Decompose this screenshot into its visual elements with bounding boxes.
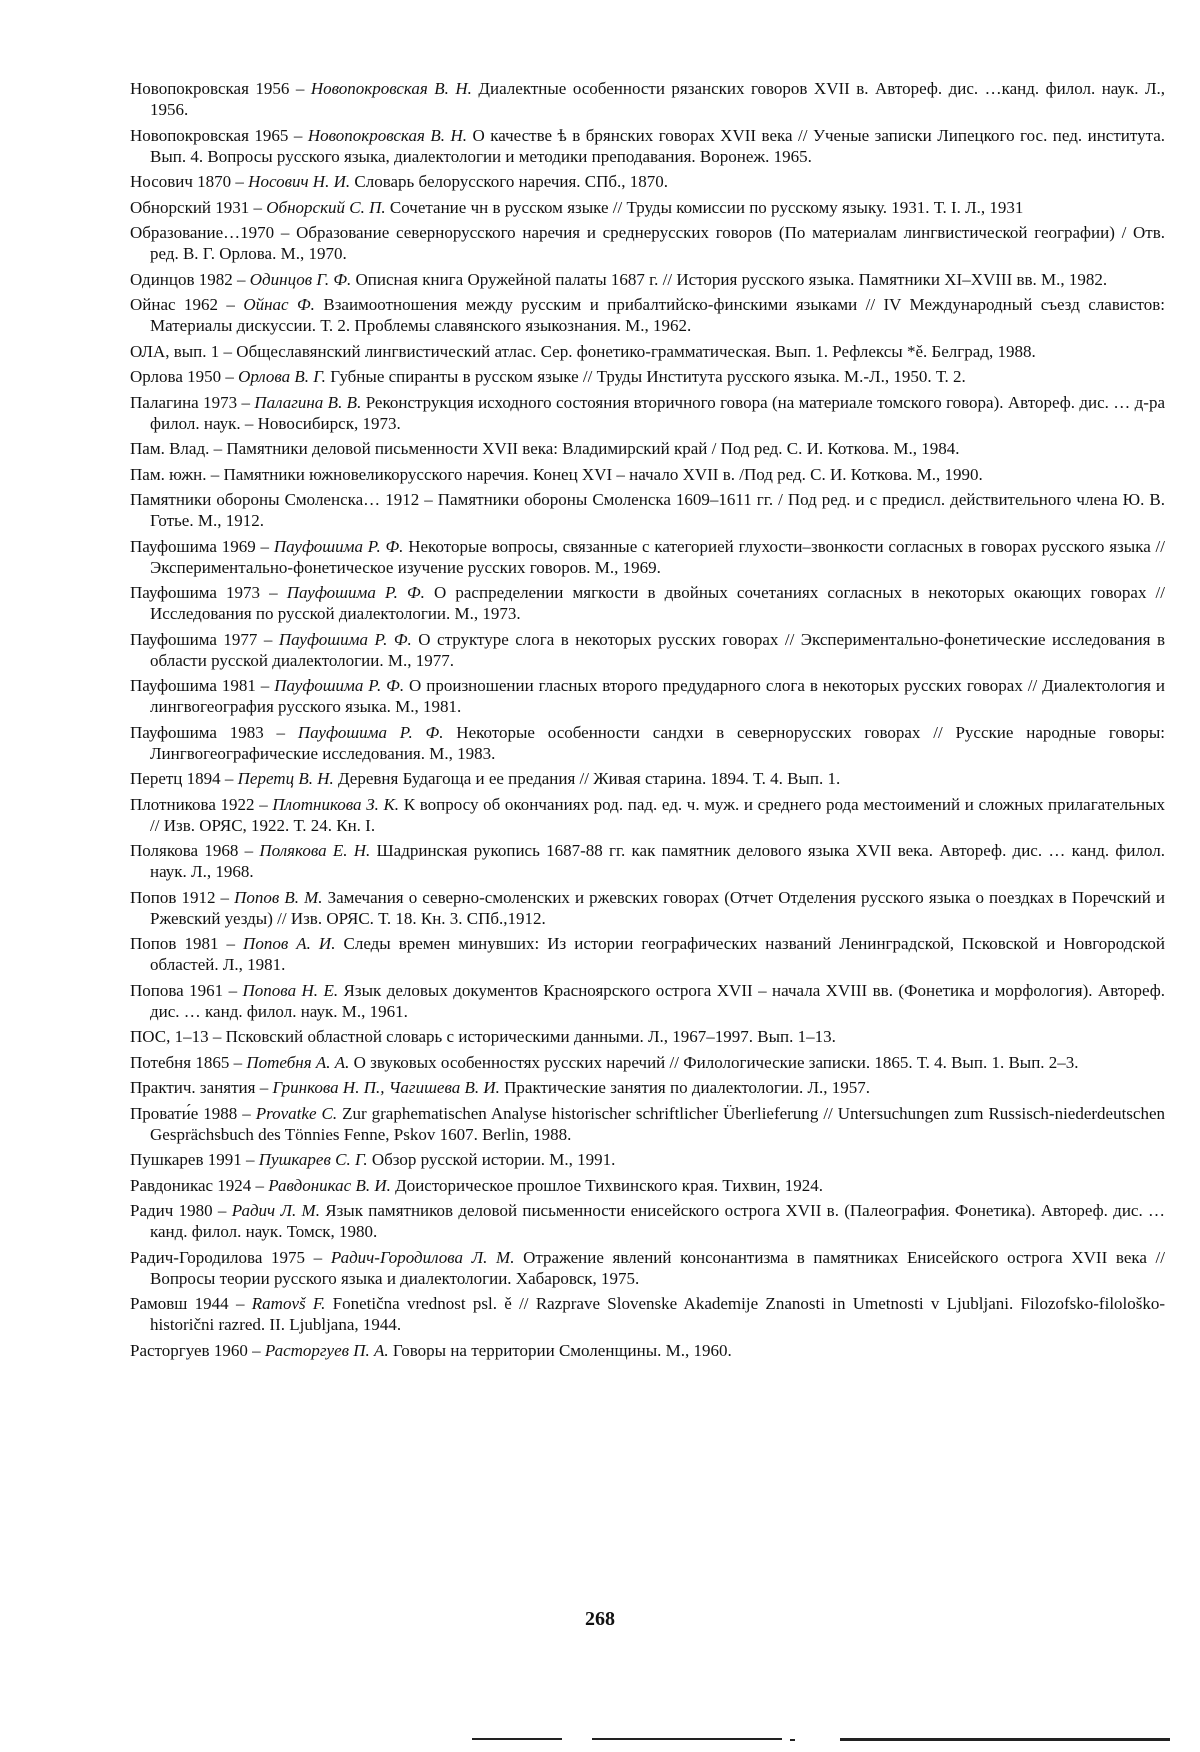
entry-text: О произношении гласных второго предударного слога в некоторых русских говорах // Диалектология и лингвогеография русского языка. М., 1981.	[150, 676, 1165, 716]
entry-author: Орлова В. Г.	[238, 367, 326, 386]
entry-separator: –	[229, 1052, 247, 1072]
bibliography-entry	[130, 294, 1165, 336]
bibliography-entry	[130, 1200, 1165, 1242]
entry-separator: –	[217, 295, 244, 314]
entry-label: Орлова 1950	[130, 367, 222, 386]
entry-text: Губные спиранты в русском языке // Труды Института русского языка. М.-Л., 1950. Т. 2.	[325, 367, 966, 386]
entry-label: Рамовш 1944	[130, 1294, 229, 1313]
bibliography-entry	[130, 1175, 1165, 1196]
entry-label: Плотникова 1922	[130, 794, 255, 814]
entry-separator: –	[257, 629, 279, 649]
entry-separator: –	[249, 197, 267, 217]
entry-separator: –	[241, 1150, 259, 1169]
entry-separator: –	[231, 172, 249, 191]
footer-rule	[790, 1739, 795, 1741]
entry-text: Памятники южновеликорусского наречия. Конец XVI – начало XVII в. /Под ред. С. И. Коткова. М., 1990.	[223, 464, 983, 484]
entry-label: Обнорский 1931	[130, 197, 250, 217]
bibliography-entry	[130, 840, 1165, 882]
entry-label: Одинцов 1982	[130, 269, 233, 289]
bibliography-entry	[130, 222, 1165, 264]
entry-author: Ramovš F.	[251, 1294, 326, 1313]
entry-label: Образование…1970	[130, 223, 275, 242]
bibliography-entry	[130, 438, 1165, 459]
entry-separator: –	[215, 887, 235, 907]
entry-text: Псковский областной словарь с историческими данными. Л., 1967–1997. Вып. 1–13.	[225, 1027, 836, 1046]
entry-author: Пауфошима Р. Ф.	[278, 629, 412, 649]
bibliography-entry	[130, 1149, 1165, 1170]
entry-text: О структуре слога в некоторых русских говорах // Экспериментально-фонетические исследования в области русской диалектологии. М., 1977.	[150, 629, 1165, 670]
entry-label: Пауфошима 1977	[130, 629, 258, 649]
bibliography-entry	[130, 171, 1165, 192]
entry-text: Следы времен минувших: Из истории географических названий Ленинградской, Псковской и Новгородской областей. Л., 1981.	[150, 934, 1165, 974]
entry-author: Новопокровская В. Н.	[307, 125, 467, 145]
entry-author: Равдоникас В. И.	[268, 1175, 391, 1195]
entry-text: Общеславянский лингвистический атлас. Сер. фонетико-грамматическая. Вып. 1. Рефлексы *ě. Белград, 1988.	[236, 341, 1036, 361]
entry-separator: –	[274, 223, 297, 242]
entry-author: Плотникова З. К.	[272, 794, 400, 814]
bibliography-entry	[130, 629, 1165, 671]
bibliography-entry	[130, 794, 1165, 836]
bibliography-entry	[130, 1077, 1165, 1098]
entry-author: Палагина В. В.	[254, 392, 362, 412]
entry-text: Zur graphematischen Analyse historischer schriftlicher Überlieferung // Untersuchungen zum Russisch-niederdeutschen Gesprächsbuch des Tönnies Fenne, Pskov 1607. Berlin, 1988.	[150, 1103, 1166, 1144]
entry-author: Provatke C.	[255, 1103, 338, 1123]
entry-text: Обзор русской истории. М., 1991.	[367, 1150, 616, 1169]
entry-separator: –	[232, 269, 250, 289]
bibliography-entry	[130, 1052, 1165, 1073]
bibliography-entry	[130, 78, 1165, 120]
entry-text: Доисторическое прошлое Тихвинского края. Тихвин, 1924.	[390, 1175, 823, 1195]
bibliography-entry	[130, 269, 1165, 290]
entry-text: Замечания о северно-смоленских и ржевских говорах (Отчет Отделения русского языка о поездках в Поречский и Ржевский уезды) // Изв. ОРЯС. Т. 18. Кн. 3. СПб.,1912.	[150, 887, 1166, 928]
entry-separator: –	[289, 79, 311, 98]
entry-text: О звуковых особенностях русских наречий // Филологические записки. 1865. Т. 4. Вып. 1. Вып. 2–3.	[349, 1052, 1079, 1072]
entry-text: Отражение явлений консонантизма в памятниках Енисейского острога XVII века // Вопросы теории русского языка и диалектологии. Хабаровск, 1975.	[150, 1247, 1166, 1288]
bibliography-entry	[130, 1103, 1165, 1145]
entry-label: Пауфошима 1983	[130, 722, 264, 742]
entry-separator: –	[208, 1027, 226, 1046]
entry-label: Потебня 1865	[130, 1052, 230, 1072]
entry-text: О распределении мягкости в двойных сочетаниях согласных в некоторых окающих говорах // Исследования по русской диалектологии. М., 1973.	[150, 583, 1166, 623]
entry-separator: –	[254, 794, 273, 814]
bibliography-entry	[130, 341, 1165, 362]
entry-separator: –	[288, 125, 308, 145]
bibliography-list	[130, 78, 1165, 1365]
entry-separator: –	[223, 980, 243, 1000]
entry-label: Ойнас 1962	[130, 295, 218, 314]
entry-author: Перетц В. Н.	[237, 769, 334, 788]
entry-author: Одинцов Г. Ф.	[249, 269, 352, 289]
entry-separator: –	[305, 1247, 331, 1267]
bibliography-entry	[130, 768, 1165, 789]
entry-text: Сочетание чн в русском языке // Труды комиссии по русскому языку. 1931. Т. I. Л., 1931	[385, 197, 1024, 217]
entry-label: Провати́е 1988	[130, 1103, 238, 1123]
bibliography-entry	[130, 125, 1165, 167]
entry-separator: –	[221, 367, 239, 386]
entry-author: Расторгуев П. А.	[264, 1340, 389, 1360]
footer-rule	[592, 1738, 782, 1740]
entry-author: Пауфошима Р. Ф.	[274, 676, 405, 695]
entry-separator: –	[237, 1103, 256, 1123]
entry-label: Попов 1981	[130, 934, 219, 953]
entry-separator: –	[212, 1201, 232, 1220]
bibliography-entry	[130, 1247, 1165, 1289]
entry-text: Взаимоотношения между русским и прибалтийско-финскими языками // IV Международный съезд славистов: Материалы дискуссии. Т. 2. Проблемы славянского языкознания. М., 1962.	[150, 295, 1165, 335]
entry-label: Попов 1912	[130, 887, 216, 907]
bibliography-entry	[130, 933, 1165, 975]
entry-text: Язык памятников деловой письменности енисейского острога XVII в. (Палеография. Фонетика). Автореф. дис. … канд. филол. наук. Томск, 1980.	[150, 1201, 1166, 1241]
entry-label: Новопокровская 1965	[130, 125, 289, 145]
entry-label: Пушкарев 1991	[130, 1150, 242, 1169]
entry-label: Носович 1870	[130, 172, 232, 191]
entry-separator: –	[255, 1078, 273, 1097]
entry-separator: –	[251, 1175, 269, 1195]
entry-author: Пауфошима Р. Ф.	[273, 536, 404, 556]
entry-author: Гринкова Н. П., Чагишева В. И.	[272, 1078, 500, 1097]
bibliography-entry	[130, 489, 1165, 531]
entry-text: Словарь белорусского наречия. СПб., 1870.	[350, 172, 669, 191]
entry-label: Новопокровская 1956	[130, 79, 290, 98]
entry-label: Радич 1980	[130, 1201, 213, 1220]
entry-author: Попов А. И.	[243, 934, 336, 953]
bibliography-entry	[130, 582, 1165, 624]
entry-separator: –	[238, 841, 260, 860]
entry-author: Обнорский С. П.	[266, 197, 386, 217]
entry-label: Пауфошима 1981	[130, 676, 256, 695]
bibliography-entry	[130, 722, 1165, 764]
entry-author: Пушкарев С. Г.	[258, 1150, 368, 1169]
entry-label: Пам. южн.	[130, 464, 207, 484]
bibliography-entry	[130, 464, 1165, 485]
entry-separator: –	[260, 583, 287, 602]
entry-text: Реконструкция исходного состояния вторичного говора (на материале томского говора). Автореф. дис. … д-ра филол. наук. – Новосибирск, 1973.	[150, 392, 1165, 433]
entry-separator: –	[237, 392, 255, 412]
entry-label: Пам. Влад.	[130, 439, 210, 458]
entry-text: Практические занятия по диалектологии. Л., 1957.	[499, 1078, 871, 1097]
page-number: 268	[585, 1608, 615, 1630]
entry-text: Памятники обороны Смоленска 1609–1611 гг. / Под ред. и с предисл. действительного члена Ю. В. Готье. М., 1912.	[150, 490, 1165, 530]
entry-author: Радич Л. М.	[231, 1201, 320, 1220]
bibliography-entry	[130, 1026, 1165, 1047]
bibliography-entry	[130, 887, 1165, 929]
bibliography-entry	[130, 536, 1165, 578]
entry-text: Fonetična vrednost psl. ě // Razprave Slovenske Akademije Znanosti in Umetnosti v Ljubljani. Filozofsko-filološko-historični razred. II. Ljubljana, 1944.	[150, 1294, 1166, 1334]
entry-separator: –	[228, 1294, 252, 1313]
entry-text: Диалектные особенности рязанских говоров XVII в. Автореф. дис. …канд. филол. наук. Л., 1956.	[150, 79, 1165, 119]
entry-author: Полякова Е. Н.	[259, 841, 371, 860]
entry-text: Язык деловых документов Красноярского острога XVII – начала XVIII вв. (Фонетика и морфология). Автореф. дис. … канд. филол. наук. М., 1961.	[150, 980, 1166, 1021]
entry-label: ОЛА, вып. 1	[130, 341, 220, 361]
bibliography-entry	[130, 366, 1165, 387]
entry-text: Некоторые вопросы, связанные с категорией глухости–звонкости согласных в говорах русского языка // Экспериментально-фонетическое изучение русских говоров. М., 1969.	[150, 536, 1165, 577]
footer-rule	[840, 1738, 1170, 1741]
entry-label: Памятники обороны Смоленска… 1912	[130, 490, 420, 509]
entry-text: Деревня Будагоща и ее предания // Живая старина. 1894. Т. 4. Вып. 1.	[333, 769, 841, 788]
entry-label: Пауфошима 1969	[130, 536, 256, 556]
entry-separator: –	[263, 722, 298, 742]
entry-label: Полякова 1968	[130, 841, 239, 860]
entry-text: О качестве ѣ в брянских говорах XVII века // Ученые записки Липецкого гос. пед. института. Вып. 4. Вопросы русского языка, диалектологии и методики преподавания. Воронеж. 1965.	[150, 125, 1165, 166]
entry-separator: –	[219, 341, 237, 361]
entry-separator: –	[255, 536, 274, 556]
entry-separator: –	[206, 464, 224, 484]
entry-separator: –	[209, 439, 227, 458]
bibliography-entry	[130, 1340, 1165, 1361]
entry-author: Пауфошима Р. Ф.	[297, 722, 444, 742]
entry-label: Радич-Городилова 1975	[130, 1247, 306, 1267]
entry-text: Памятники деловой письменности XVII века: Владимирский край / Под ред. С. И. Коткова. М., 1984.	[226, 439, 960, 458]
entry-author: Пауфошима Р. Ф.	[286, 583, 425, 602]
entry-author: Попова Н. Е.	[242, 980, 339, 1000]
entry-separator: –	[255, 676, 275, 695]
entry-text: Образование севернорусского наречия и среднерусских говоров (По материалам лингвистической географии) / Отв. ред. В. Г. Орлова. М., 1970.	[150, 223, 1166, 263]
entry-author: Носович Н. И.	[248, 172, 351, 191]
entry-text: Описная книга Оружейной палаты 1687 г. // История русского языка. Памятники XI–XVIII вв. М., 1982.	[351, 269, 1108, 289]
bibliography-entry	[130, 980, 1165, 1022]
entry-label: Пауфошима 1973	[130, 583, 261, 602]
entry-text: Говоры на территории Смоленщины. М., 1960.	[388, 1340, 732, 1360]
entry-author: Потебня А. А.	[246, 1052, 350, 1072]
entry-label: Палагина 1973	[130, 392, 238, 412]
entry-separator: –	[419, 490, 438, 509]
entry-label: Попова 1961	[130, 980, 224, 1000]
entry-author: Радич-Городилова Л. М.	[330, 1247, 515, 1267]
entry-text: Шадринская рукопись 1687-88 гг. как памятник делового языка XVII века. Автореф. дис. … канд. филол. наук. Л., 1968.	[150, 841, 1165, 881]
entry-label: Равдоникас 1924	[130, 1175, 252, 1195]
footer-rule	[472, 1738, 562, 1740]
entry-author: Новопокровская В. Н.	[310, 79, 472, 98]
entry-label: Перетц 1894	[130, 769, 221, 788]
entry-separator: –	[220, 769, 238, 788]
bibliography-entry	[130, 1293, 1165, 1335]
bibliography-entry	[130, 197, 1165, 218]
bibliography-entry	[130, 392, 1165, 434]
entry-label: Расторгуев 1960	[130, 1340, 248, 1360]
entry-author: Ойнас Ф.	[243, 295, 315, 314]
entry-text: Некоторые особенности сандхи в севернорусских говорах // Русские народные говоры: Лингвогеографические исследования. М., 1983.	[150, 722, 1166, 763]
entry-author: Попов В. М.	[234, 887, 323, 907]
entry-label: ПОС, 1–13	[130, 1027, 209, 1046]
entry-separator: –	[218, 934, 244, 953]
entry-text: К вопросу об окончаниях род. пад. ед. ч. муж. и среднего рода местоимений и сложных прилагательных // Изв. ОРЯС, 1922. Т. 24. Кн. I.	[150, 794, 1166, 835]
entry-separator: –	[247, 1340, 265, 1360]
bibliography-entry	[130, 675, 1165, 717]
entry-label: Практич. занятия	[130, 1078, 256, 1097]
